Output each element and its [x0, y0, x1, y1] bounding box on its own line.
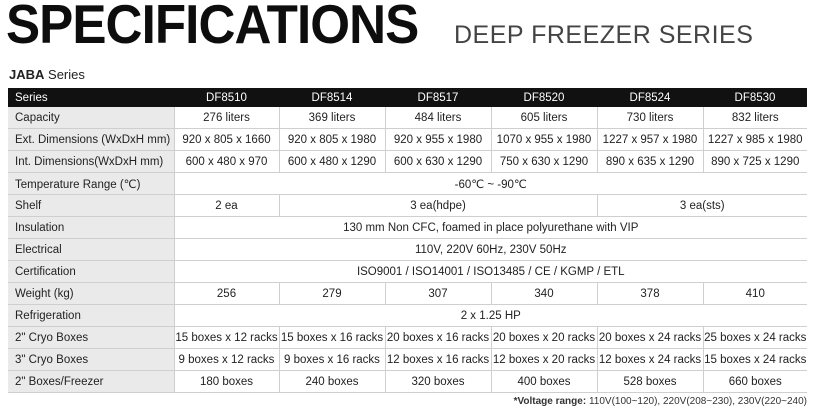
table-cell: 15 boxes x 24 racks	[704, 353, 807, 366]
row-label: Int. Dimensions(WxDxH mm)	[8, 151, 174, 173]
table-cell: ISO9001 / ISO14001 / ISO13485 / CE / KGMP / ETL	[356, 265, 625, 278]
row-label: Electrical	[8, 239, 174, 261]
table-row	[8, 129, 807, 151]
table-cell: 660 boxes	[728, 375, 782, 388]
table-cell: 320 boxes	[385, 371, 491, 393]
series-suffix: Series	[44, 67, 85, 82]
table-cell: 400 boxes	[491, 371, 597, 393]
table-cell: 130 mm Non CFC, foamed in place polyurethane with VIP	[343, 221, 639, 234]
table-row	[8, 107, 807, 129]
table-cell: 730 liters	[597, 107, 703, 129]
footnote-label: *Voltage range:	[513, 396, 587, 407]
series-label	[9, 67, 85, 82]
table-cell: 1227 x 957 x 1980	[597, 129, 703, 151]
table-cell: 240 boxes	[279, 371, 385, 393]
row-label: Temperature Range (℃)	[8, 173, 174, 195]
column-header-model: DF8510	[174, 88, 279, 107]
table-row	[8, 195, 807, 217]
table-cell: 20 boxes x 20 racks	[491, 327, 597, 349]
table-cell: 2 ea	[174, 195, 279, 217]
table-row	[8, 327, 807, 349]
column-header-series: Series	[8, 88, 174, 107]
table-cell: 256	[174, 283, 279, 305]
table-cell: 340	[491, 283, 597, 305]
table-cell: 1070 x 955 x 1980	[491, 129, 597, 151]
table-row	[8, 283, 807, 305]
table-cell: -60℃ ~ -90℃	[454, 178, 527, 191]
table-cell: 9 boxes x 16 racks	[279, 349, 385, 371]
table-cell: 920 x 955 x 1980	[385, 129, 491, 151]
row-label: 2" Cryo Boxes	[8, 327, 174, 349]
page-title: SPECIFICATIONS	[6, 0, 419, 55]
table-cell: 12 boxes x 16 racks	[385, 349, 491, 371]
table-cell: 3 ea(hdpe)	[279, 195, 597, 217]
table-cell: 600 x 480 x 970	[174, 151, 279, 173]
table-cell: 25 boxes x 24 racks	[704, 331, 807, 344]
table-cell: 369 liters	[279, 107, 385, 129]
voltage-footnote	[514, 396, 807, 407]
table-cell: 110V, 220V 60Hz, 230V 50Hz	[414, 243, 567, 256]
table-cell: 605 liters	[491, 107, 597, 129]
row-label: Certification	[8, 261, 174, 283]
table-cell: 180 boxes	[174, 371, 279, 393]
table-cell: 890 x 725 x 1290	[711, 155, 800, 168]
column-header-model: DF8524	[597, 88, 703, 107]
table-header-row	[8, 88, 807, 107]
table-cell: 600 x 480 x 1290	[279, 151, 385, 173]
table-row	[8, 349, 807, 371]
row-label: Weight (kg)	[8, 283, 174, 305]
table-row	[8, 217, 807, 239]
table-row	[8, 305, 807, 327]
table-cell: 9 boxes x 12 racks	[174, 349, 279, 371]
column-header-model: DF8514	[279, 88, 385, 107]
table-cell: 15 boxes x 12 racks	[174, 327, 279, 349]
table-cell: 600 x 630 x 1290	[385, 151, 491, 173]
table-cell: 920 x 805 x 1980	[279, 129, 385, 151]
footnote-text: 110V(100~120), 220V(208~230), 230V(220~240)	[586, 396, 807, 407]
table-cell: 484 liters	[385, 107, 491, 129]
table-cell: 307	[385, 283, 491, 305]
table-row	[8, 371, 807, 393]
row-label: Refrigeration	[8, 305, 174, 327]
table-cell: 12 boxes x 24 racks	[597, 349, 703, 371]
table-cell: 3 ea(sts)	[679, 199, 725, 212]
table-cell: 378	[597, 283, 703, 305]
column-header-model: DF8517	[385, 88, 491, 107]
table-body	[8, 107, 807, 393]
table-cell: 276 liters	[174, 107, 279, 129]
table-cell: 528 boxes	[597, 371, 703, 393]
table-row	[8, 151, 807, 173]
table-cell: 20 boxes x 24 racks	[597, 327, 703, 349]
table-cell: 20 boxes x 16 racks	[385, 327, 491, 349]
table-row	[8, 239, 807, 261]
row-label: Capacity	[8, 107, 174, 129]
table-cell: 12 boxes x 20 racks	[491, 349, 597, 371]
specifications-table	[8, 88, 807, 393]
column-header-model: DF8530	[703, 88, 807, 107]
table-cell: 410	[745, 287, 765, 300]
row-label: 3" Cryo Boxes	[8, 349, 174, 371]
series-brand: JABA	[9, 67, 45, 82]
row-label: Shelf	[8, 195, 174, 217]
table-cell: 279	[279, 283, 385, 305]
page-subtitle: DEEP FREEZER SERIES	[454, 21, 754, 49]
page-header	[6, 0, 753, 54]
table-row	[8, 173, 807, 195]
table-cell: 832 liters	[731, 111, 779, 124]
row-label: 2" Boxes/Freezer	[8, 371, 174, 393]
table-cell: 750 x 630 x 1290	[491, 151, 597, 173]
table-row	[8, 261, 807, 283]
row-label: Ext. Dimensions (WxDxH mm)	[8, 129, 174, 151]
table-cell: 920 x 805 x 1660	[174, 129, 279, 151]
table-cell: 1227 x 985 x 1980	[707, 133, 803, 146]
table-cell: 15 boxes x 16 racks	[279, 327, 385, 349]
column-header-model: DF8520	[491, 88, 597, 107]
table-cell: 890 x 635 x 1290	[597, 151, 703, 173]
table-cell: 2 x 1.25 HP	[460, 309, 521, 322]
row-label: Insulation	[8, 217, 174, 239]
